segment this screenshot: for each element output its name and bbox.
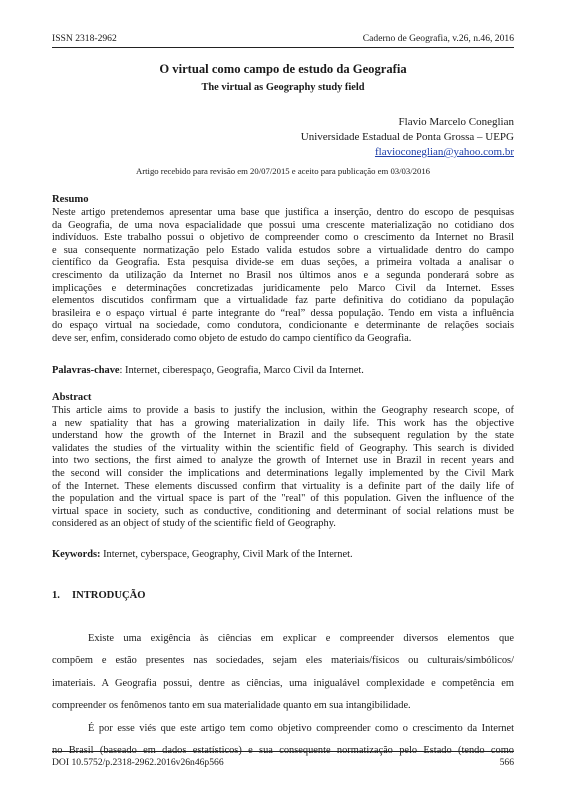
abstract-line: of the Internet. These elements discussed confirm that virtuality is a definite part of the daily life of <box>52 480 514 492</box>
author-affiliation: Universidade Estadual de Ponta Grossa – UEPG <box>300 131 514 143</box>
abstract-line: a new spatiality that has a growing materialization in daily life. This work has the objective <box>52 417 514 429</box>
abstract-line: the population and the virtual space is part of the "real" of this population. Given the influence of the <box>52 493 514 505</box>
resumo-heading: Resumo <box>52 194 89 205</box>
resumo-line: Neste artigo pretendemos apresentar uma base que justifica a inserção, dentro do escopo de pesquisas <box>52 207 514 218</box>
keywords <box>52 549 353 560</box>
intro-line: compõem e estão presentes nas sociedades, sejam eles materiais/físicos ou culturais/simbólicos/ <box>52 655 514 667</box>
article-subtitle: The virtual as Geography study field <box>201 82 365 93</box>
abstract-line: This article aims to provide a basis to justify the inclusion, within the Geography research scope, of <box>52 405 514 416</box>
section-number: 1. <box>52 590 60 601</box>
keywords-label: Keywords: <box>52 549 101 560</box>
resumo-line: deve ser, enfim, considerado como objeto de estudo do campo científico da Geografia. <box>52 332 412 344</box>
resumo-line: indivíduos. Este trabalho possui o objetivo de compreender como o crescimento da Internet no Brasil <box>52 232 514 244</box>
abstract-line: considered as an object of study of the scientific field of Geography. <box>52 518 336 530</box>
resumo-line: e sua consequente normatização pelo Estado valida estudos sobre a virtualidade dentro do campo <box>52 244 514 256</box>
running-footer <box>52 757 514 768</box>
resumo-line: implicações e determinações concretizadas juridicamente pelo Marco Civil da Internet. Esses <box>52 282 514 294</box>
abstract-line: the second will consider the implications and determinations legally implemented by the Civil Mark <box>52 467 514 479</box>
article-title: O virtual como campo de estudo da Geografia <box>159 62 407 76</box>
section-title: INTRODUÇÃO <box>71 590 146 601</box>
resumo-line: científico da Geografia. Esta pesquisa divide-se em duas seções, a primeira voltada a analisar o <box>52 257 514 269</box>
running-header <box>52 33 514 44</box>
abstract-line: virtual space in society, such as conductive, conditioning and determinant of social relations must be <box>52 505 514 517</box>
abstract-text <box>52 405 514 531</box>
resumo-text <box>52 207 514 346</box>
header-rule <box>52 47 514 48</box>
page-number: 566 <box>499 757 514 768</box>
intro-line: compreender os fenômenos tanto em sua materialidade quanto em sua intangibilidade. <box>52 700 411 712</box>
received-note: Artigo recebido para revisão em 20/07/2015 e aceito para publicação em 03/03/2016 <box>135 166 431 176</box>
resumo-line: do espaço virtual na sociedade, como condutora, condicionante e determinante de relações sociais <box>52 320 514 332</box>
intro-text <box>52 628 514 762</box>
intro-line: É por esse viés que este artigo tem como objetivo compreender como o crescimento da Internet <box>88 722 514 734</box>
abstract-line: into two sections, the first aimed to analyze the growth of Internet use in Brazil in recent years and <box>52 455 514 467</box>
author-name: Flavio Marcelo Coneglian <box>398 116 514 128</box>
resumo-line: brasileira e o espaço virtual é parte integrante do “real” dessa população. Tendo em vista a influência <box>52 307 514 319</box>
resumo-line: crescimento da utilização da Internet no Brasil nos últimos anos e a segunda ponderará sobre as <box>52 269 514 281</box>
author-email-link[interactable]: flavioconeglian@yahoo.com.br <box>374 146 514 158</box>
abstract-line: understand how the growth of the Internet in Brazil and the subsequent regulation by the state <box>52 430 514 442</box>
issn: ISSN 2318-2962 <box>52 33 117 44</box>
footer-rule <box>52 751 514 752</box>
journal-citation: Caderno de Geografia, v.26, n.46, 2016 <box>362 33 514 44</box>
palavras-chave <box>52 365 364 376</box>
author-block <box>301 115 514 160</box>
intro-line: Existe uma exigência às ciências em explicar e compreender diversos elementos que <box>88 633 514 644</box>
keywords-text: Internet, cyberspace, Geography, Civil Mark of the Internet. <box>100 549 353 560</box>
doi: DOI 10.5752/p.2318-2962.2016v26n46p566 <box>52 757 224 768</box>
palavras-chave-label: Palavras-chave <box>52 365 120 376</box>
abstract-heading: Abstract <box>52 392 92 403</box>
resumo-line: da Geografia, de uma nova espacialidade que possui uma crescente materialização no cotidiano dos <box>52 219 514 231</box>
intro-line: no Brasil (baseado em dados estatísticos) e sua consequente normatização pelo Estado (tendo como <box>52 745 514 757</box>
section-heading <box>52 590 158 601</box>
resumo-line: elementos discutidos confirmam que a virtualidade faz parte definitiva do cotidiano da população <box>52 295 514 307</box>
abstract-line: validates the studies of the virtuality within the scientific field of Geography. This search is divided <box>52 442 514 454</box>
intro-line: imateriais. A Geografia possui, dentre as ciências, uma inigualável complexidade e competência em <box>52 677 514 689</box>
palavras-chave-text: : Internet, ciberespaço, Geografia, Marco Civil da Internet. <box>119 365 364 376</box>
